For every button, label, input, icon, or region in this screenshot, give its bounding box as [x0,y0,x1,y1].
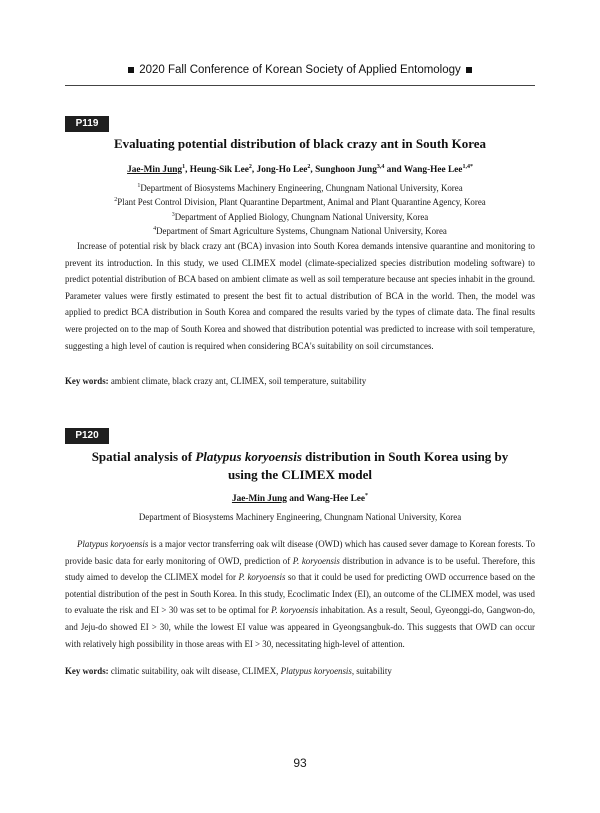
header-rule [65,85,535,86]
author-sup: 1 [182,164,186,170]
author-sup: 3,4 [376,164,385,170]
keywords-text: climatic suitability, oak wilt disease, CLIMEX, [108,666,281,676]
author-name: Wang-Hee Lee [306,494,366,505]
paper-title-p120 [85,448,515,484]
author-name: Jong-Ho Lee [256,165,308,176]
poster-badge-p120: P120 [65,428,109,444]
affiliation-line: $^1$Department of Biosystems Machinery Engineering, Chungnam National University, Korea [137,182,463,193]
title-text: distribution in South Korea using by using the CLIMEX model [227,449,509,482]
author-name: Jae-Min Jung [127,165,183,176]
author-sup: 2 [248,164,252,170]
poster-badge-p119: P119 [65,116,109,132]
square-bullet-icon [128,67,134,73]
author-name: Jae-Min Jung [231,494,287,505]
author-separator: and [286,494,307,505]
title-species: Platypus koryoensis [195,449,302,464]
abstract-p119: Increase of potential risk by black crazy ant (BCA) invasion into South Korea demands intensive quarantine and monitoring to prevent its introduction. In this study, we used CLIMEX model (climate-specialized species distribution modeling software) to predict potential distribution of BCA based on ambient climate as well as soil temperature because ant species inhabit in the ground. Parameter values were firstly estimated to present the best fit to actual distribution of BCA in the world. Then, the model was applied to predict BCA distribution in South Korea and compared the results varied by the types of climate data. The final results were projected on to the map of South Korea and showed that distribution potential was predicted to increase with soil temperature, suggesting a high level of caution is required when considering BCA's suitability on soil circumstances. [65,241,535,351]
author-list-p119: Jae-Min Jung$^1$, Heung-Sik Lee$^2$, Jong-Ho Lee$^2$, Sunghoon Jung$^{3,4}$ and Wang-Hee Lee$^{1,4*}$ [127,164,473,176]
affiliations-p119 [65,180,535,238]
author-name: Sunghoon Jung [315,165,377,176]
affiliation-line: $^3$Department of Applied Biology, Chungnam National University, Korea [171,211,429,222]
keywords-text: ambient climate, black crazy ant, CLIMEX, soil temperature, suitability [110,376,367,386]
keywords-species: Platypus koryoensis [280,666,352,676]
keywords-p120 [65,666,535,676]
abstract-p120: Platypus koryoensis is a major vector transferring oak wilt disease (OWD) which has caused sever damage to Korean forests. To provide basic data for early monitoring of OWD, prediction of P. koryoensis distribution in advance is to be useful. Therefore, this study aimed to develop the CLIMEX model for P. koryoensis so that it could be used for predicting OWD occurrence based on the potential distribution of the pest in South Korea. In this study, Ecoclimatic Index (EI), an outcome of the CLIMEX model, was used to evaluate the risk and EI > 30 was set to be optimal for P. koryoensis inhabitation. As a result, Seoul, Gyeonggi-do, Gangwon-do, and Jeju-do showed EI > 30, while the lowest EI value was appeared in Gyeongsangbuk-do. This suggests that OWD can occur with relatively high possibility in those areas with EI > 30, necessitating high-level of attention. [65,539,536,649]
author-list-p120 [65,493,535,504]
keywords-p119 [65,376,535,386]
author-sup: 2 [307,164,311,170]
affiliation-p120: Department of Biosystems Machinery Engineering, Chungnam National University, Korea [138,512,462,522]
title-text: Spatial analysis of [91,449,196,464]
author-sup: 1,4* [462,164,473,170]
conference-title: 2020 Fall Conference of Korean Society of Applied Entomology [139,64,461,76]
keywords-text: , suitability [351,666,392,676]
affiliation-line: $^4$Department of Smart Agriculture Systems, Chungnam National University, Korea [153,226,447,237]
author-name: Heung-Sik Lee [189,165,249,176]
conference-header [65,64,535,76]
keywords-label: Key words: [65,666,109,676]
author-sup: * [365,493,369,499]
paper-title-p119: Evaluating potential distribution of black crazy ant in South Korea [113,136,487,151]
affiliation-line: $^2$Plant Pest Control Division, Plant Quarantine Department, Animal and Plant Quarantine Agency, Korea [114,197,486,208]
page-number: 93 [293,756,307,770]
keywords-label: Key words: [65,376,109,386]
square-bullet-icon [466,67,472,73]
author-name: Wang-Hee Lee [403,165,463,176]
